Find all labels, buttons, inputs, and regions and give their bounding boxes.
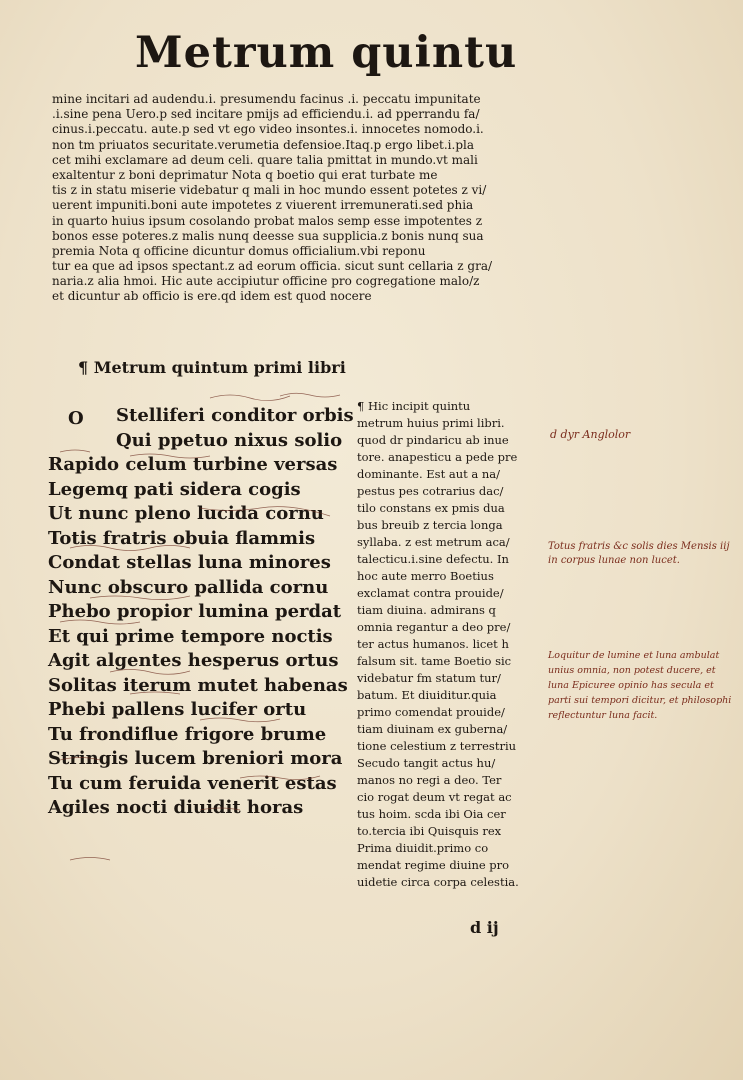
gloss-line: manos no regi a deo. Ter <box>357 773 502 787</box>
poem-line: Solitas iterum mutet habenas <box>48 674 348 696</box>
commentary-line: tur ea que ad ipsos spectant.z ad eorum officia. sicut sunt cellaria z gra/ <box>52 259 493 274</box>
gloss-line: Prima diuidit.primo co <box>357 841 489 855</box>
poem-line: Rapido celum turbine versas <box>48 454 338 475</box>
gloss-line: to.tercia ibi Quisquis rex <box>357 824 502 838</box>
poem-line: Tu cum feruida venerit estas <box>48 772 337 794</box>
commentary-line: exaltentur z boni deprimatur Nota q boetio qui erat turbate me <box>52 167 438 182</box>
gloss-line: quod dr pindaricu ab inue <box>357 433 509 447</box>
commentary-line: non tm priuatos securitate.verumetia defensioe.Itaq.p ergo libet.i.pla <box>52 137 475 152</box>
gloss-line: pestus pes cotrarius dac/ <box>357 484 504 498</box>
commentary-line: tis z in statu miserie videbatur q mali in hoc mundo essent potetes z vi/ <box>52 183 487 198</box>
poem-line: Stelliferi conditor orbis <box>116 405 354 426</box>
gloss-line: ter actus humanos. licet h <box>357 637 509 651</box>
gloss-line: uidetie circa corpa celestia. <box>357 875 519 889</box>
commentary-line: cet mihi exclamare ad deum celi. quare talia pmittat in mundo.vt mali <box>52 152 478 167</box>
gloss-line: tore. anapesticu a pede pre <box>357 450 518 464</box>
gloss-line: talecticu.i.sine defectu. In <box>357 552 509 566</box>
signature-mark: d ij <box>470 918 499 937</box>
commentary-line: uerent impuniti.boni aute impotetes z viuerent irremunerati.sed phia <box>52 198 474 213</box>
gloss-line: tus hoim. scda ibi Oia cer <box>357 807 506 821</box>
gloss-line: videbatur fm statum tur/ <box>357 671 501 685</box>
poem-line: Stringis lucem breniori mora <box>48 748 343 769</box>
poem-line: Phebo propior lumina perdat <box>48 601 342 622</box>
pilcrow-icon: ¶ <box>357 399 368 413</box>
gloss-line: tilo constans ex pmis dua <box>357 501 505 515</box>
gloss-line: dominante. Est aut a na/ <box>357 467 501 481</box>
gloss-line: syllaba. z est metrum aca/ <box>357 535 510 549</box>
gloss-line: tione celestium z terrestriu <box>357 739 517 753</box>
poem-line: Phebi pallens lucifer ortu <box>48 699 307 720</box>
gloss-line: metrum huius primi libri. <box>357 416 505 430</box>
commentary-line: in quarto huius ipsum cosolando probat malos semp esse impotentes z <box>52 213 483 228</box>
page-heading: Metrum quintu <box>135 28 518 78</box>
handwritten-note: d dyr Anglolor <box>550 428 631 441</box>
gloss-line: cio rogat deum vt regat ac <box>357 790 512 804</box>
gloss-line: batum. Et diuiditur.quia <box>357 688 497 702</box>
poem-line: Agiles nocti diuidit horas <box>48 797 304 818</box>
gloss-line: exclamat contra prouide/ <box>357 586 504 600</box>
poem-line: Nunc obscuro pallida cornu <box>48 576 329 598</box>
commentary-line: naria.z alia hmoi. Hic aute accipiutur officine pro cogregatione malo/z <box>52 274 480 289</box>
pilcrow-icon: ¶ <box>78 358 94 377</box>
commentary-line: .i.sine pena Uero.p sed incitare pmijs ad efficiendu.i. ad pperrandu fa/ <box>52 107 480 122</box>
commentary-line: bonos esse poteres.z malis nunq deesse sua supplicia.z bonis nunq sua <box>52 228 484 243</box>
gloss-line: tiam diuina. admirans q <box>357 603 496 617</box>
gloss-line: tiam diuinam ex guberna/ <box>357 722 508 736</box>
handwritten-note: Loquitur de lumine et luna ambulat unius omnia, non potest ducere, et luna Epicuree opinio has secula et parti sui tempori dicitur, et philosophi reflectuntur luna facit. <box>548 650 732 721</box>
poem-line: Ut nunc pleno lucida cornu <box>48 503 324 524</box>
poem-line: Agit algentes hesperus ortus <box>48 650 339 671</box>
initial-letter: O <box>68 408 84 429</box>
gloss-line: mendat regime diuine pro <box>357 858 510 872</box>
gloss-line: bus breuib z tercia longa <box>357 518 503 532</box>
commentary-line: et dicuntur ab officio is ere.qd idem est quod nocere <box>52 289 372 304</box>
gloss-line: ¶ Hic incipit quintu <box>357 399 471 413</box>
handwritten-note: Totus fratris &c solis dies Mensis iij in corpus lunae non lucet. <box>548 541 730 566</box>
gloss-line: falsum sit. tame Boetio sic <box>357 654 512 668</box>
poem-line: Legemq pati sidera cogis <box>48 478 301 500</box>
poem-line: Tu frondiflue frigore brume <box>48 723 327 745</box>
gloss-line: Secudo tangit actus hu/ <box>357 756 496 770</box>
poem-line: Totis fratris obuia flammis <box>48 527 316 549</box>
poem-line: Qui ppetuo nixus solio <box>116 429 343 451</box>
poem-line: Condat stellas luna minores <box>48 552 331 573</box>
section-subheading: ¶ Metrum quintum primi libri <box>78 358 346 377</box>
gloss-line: omnia regantur a deo pre/ <box>357 620 511 634</box>
commentary-line: mine incitari ad audendu.i. presumendu facinus .i. peccatu impunitate <box>52 92 481 106</box>
poem-line: Et qui prime tempore noctis <box>48 625 333 647</box>
commentary-line: premia Nota q officine dicuntur domus officialium.vbi reponu <box>52 243 426 258</box>
gloss-line: hoc aute merro Boetius <box>357 569 494 583</box>
commentary-line: cinus.i.peccatu. aute.p sed vt ego video insontes.i. innocetes nomodo.i. <box>52 122 484 137</box>
gloss-line: primo comendat prouide/ <box>357 705 505 719</box>
